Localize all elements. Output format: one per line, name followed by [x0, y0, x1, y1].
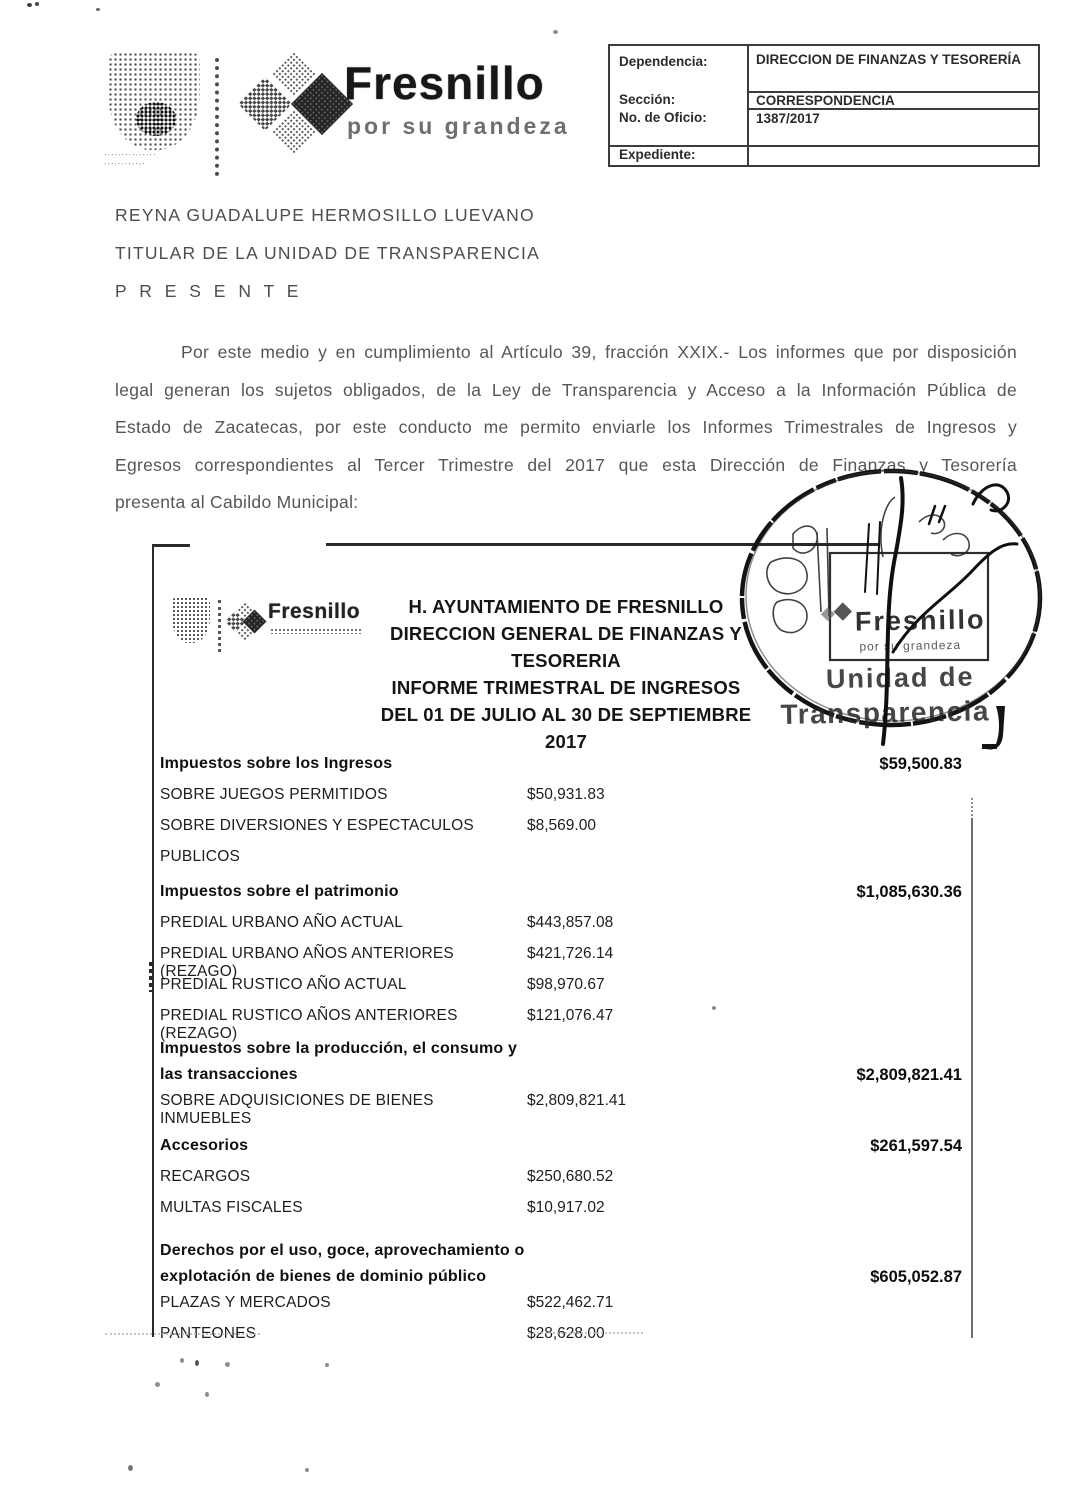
label-expediente: Expediente:	[619, 147, 696, 162]
value-no-de-oficio: 1387/2017	[756, 111, 820, 126]
item-amount: $10,917.02	[527, 1199, 605, 1216]
item-label: PANTEONES	[160, 1325, 257, 1342]
mini-diamond-logo-icon	[228, 604, 264, 640]
section-header: Impuestos sobre los Ingresos	[160, 755, 393, 772]
report-border-right	[971, 798, 973, 816]
body-line: Estado de Zacatecas, por este conducto me permito enviarle los Informes Trimestrales de Ingresos y	[115, 417, 1017, 437]
body-line: Egresos correspondientes al Tercer Trimestre del 2017 que esta Dirección de Finanzas y Tesorería	[115, 454, 1017, 475]
addressee-title: TITULAR DE LA UNIDAD DE TRANSPARENCIA	[115, 243, 540, 263]
section-header-row	[160, 755, 962, 786]
transparency-unit-stamp	[733, 462, 1053, 747]
section-header: Impuestos sobre el patrimonio	[160, 883, 399, 900]
report-title-line: DIRECCION GENERAL DE FINANZAS Y TESORERIA	[390, 623, 742, 671]
item-label: PREDIAL RUSTICO AÑO ACTUAL	[160, 976, 407, 993]
item-label: MULTAS FISCALES	[160, 1199, 303, 1216]
crest-caption-line1: ·∙··∙··∙·∙··∙··	[104, 150, 157, 159]
section-header-row	[160, 1040, 962, 1066]
report-title-line: H. AYUNTAMIENTO DE FRESNILLO	[408, 596, 724, 617]
mini-brand-tagline	[270, 628, 362, 634]
table-row	[160, 848, 962, 879]
item-amount: $421,726.14	[527, 945, 614, 962]
section-header-continued: las transacciones	[160, 1066, 298, 1083]
table-row	[160, 1092, 962, 1127]
item-label: PLAZAS Y MERCADOS	[160, 1294, 331, 1311]
item-amount: $250,680.52	[527, 1168, 614, 1185]
report-title-block	[360, 593, 772, 755]
item-amount: $50,931.83	[527, 786, 605, 803]
label-dependencia: Dependencia:	[619, 54, 708, 69]
table-row	[160, 1007, 962, 1042]
item-label-continued: PUBLICOS	[160, 848, 240, 865]
body-line: legal generan los sujetos obligados, de la Ley de Transparencia y Acceso a la Información Pública de	[115, 379, 1017, 400]
table-row	[160, 945, 962, 980]
item-label: RECARGOS	[160, 1168, 251, 1185]
item-label: PREDIAL URBANO AÑO ACTUAL	[160, 914, 404, 931]
item-amount: $28,628.00	[527, 1325, 605, 1342]
crest-caption-line2: ∙··∙·∙··∙·∙·	[104, 159, 146, 168]
item-label: PREDIAL URBANO AÑOS ANTERIORES (REZAGO)	[160, 945, 454, 980]
item-label: SOBRE ADQUISICIONES DE BIENES INMUEBLES	[160, 1092, 434, 1127]
income-report-table	[160, 755, 962, 1356]
section-total: $605,052.87	[870, 1268, 962, 1286]
item-amount: $98,970.67	[527, 976, 605, 993]
section-total: $261,597.54	[870, 1137, 962, 1155]
section-header: Derechos por el uso, goce, aprovechamiento o	[160, 1242, 525, 1259]
addressee-salutation: P R E S E N T E	[115, 281, 303, 301]
section-total: $59,500.83	[879, 755, 962, 773]
body-line: Por este medio y en cumplimiento al Artículo 39, fracción XXIX.- Los informes que por disposición	[181, 342, 1017, 362]
crest-caption	[104, 150, 214, 168]
table-row	[160, 1199, 962, 1230]
item-amount: $443,857.08	[527, 914, 614, 931]
body-line: presenta al Cabildo Municipal:	[115, 492, 359, 512]
label-no-de-oficio: No. de Oficio:	[619, 110, 707, 125]
section-header-row	[160, 1242, 962, 1268]
item-amount: $8,569.00	[527, 817, 596, 834]
table-row	[160, 914, 962, 945]
report-border-left	[152, 545, 154, 1337]
mini-brand-wordmark: Fresnillo	[268, 600, 361, 623]
value-seccion: CORRESPONDENCIA	[756, 93, 895, 108]
report-title-line: DEL 01 DE JULIO AL 30 DE SEPTIEMBRE 2017	[380, 704, 752, 752]
addressee-name: REYNA GUADALUPE HERMOSILLO LUEVANO	[115, 205, 535, 225]
table-row	[160, 1168, 962, 1199]
item-label: PREDIAL RUSTICO AÑOS ANTERIORES (REZAGO)	[160, 1007, 458, 1042]
oficio-reference-table	[608, 44, 1040, 167]
stamp-unit-line1: Unidad de	[825, 661, 975, 695]
report-border-left-smudge	[149, 962, 153, 992]
item-label: SOBRE JUEGOS PERMITIDOS	[160, 786, 388, 803]
table-row	[160, 817, 962, 848]
report-border-top	[152, 544, 190, 547]
crest-detail-icon	[136, 102, 176, 136]
ink-mark	[981, 706, 1007, 754]
brand-tagline: por su grandeza	[347, 113, 570, 139]
item-label: SOBRE DIVERSIONES Y ESPECTACULOS	[160, 817, 474, 834]
section-header-row	[160, 1137, 962, 1168]
section-header: Impuestos sobre la producción, el consumo y	[160, 1040, 518, 1057]
table-row	[160, 976, 962, 1007]
value-dependencia: DIRECCION DE FINANZAS Y TESORERÍA	[756, 52, 1022, 67]
table-row	[160, 1325, 962, 1356]
table-row	[160, 786, 962, 817]
mini-logo-divider	[218, 600, 221, 652]
section-header-continued: explotación de bienes de dominio público	[160, 1268, 487, 1285]
mini-crest-icon	[172, 597, 210, 643]
section-total: $2,809,821.41	[856, 1066, 962, 1084]
stamp-brand: Fresnillo	[854, 604, 986, 637]
table-column-divider	[747, 46, 749, 165]
stamp-unit-line2: Transparencia	[780, 695, 991, 730]
fresnillo-diamond-logo-icon	[240, 58, 344, 158]
brand-wordmark: Fresnillo	[344, 57, 545, 109]
table-row	[160, 1294, 962, 1325]
label-seccion: Sección:	[619, 92, 676, 107]
section-header: Accesorios	[160, 1137, 249, 1154]
section-header-row	[160, 1066, 962, 1092]
section-header-row	[160, 883, 962, 914]
report-border-right	[971, 818, 973, 1338]
stamp-tagline: por su grandeza	[859, 637, 962, 654]
item-amount: $522,462.71	[527, 1294, 614, 1311]
report-title-line: INFORME TRIMESTRAL DE INGRESOS	[391, 677, 741, 698]
section-header-row	[160, 1268, 962, 1294]
letterhead-divider	[215, 58, 219, 176]
item-amount: $2,809,821.41	[527, 1092, 627, 1109]
section-total: $1,085,630.36	[856, 883, 962, 901]
item-amount: $121,076.47	[527, 1007, 614, 1024]
